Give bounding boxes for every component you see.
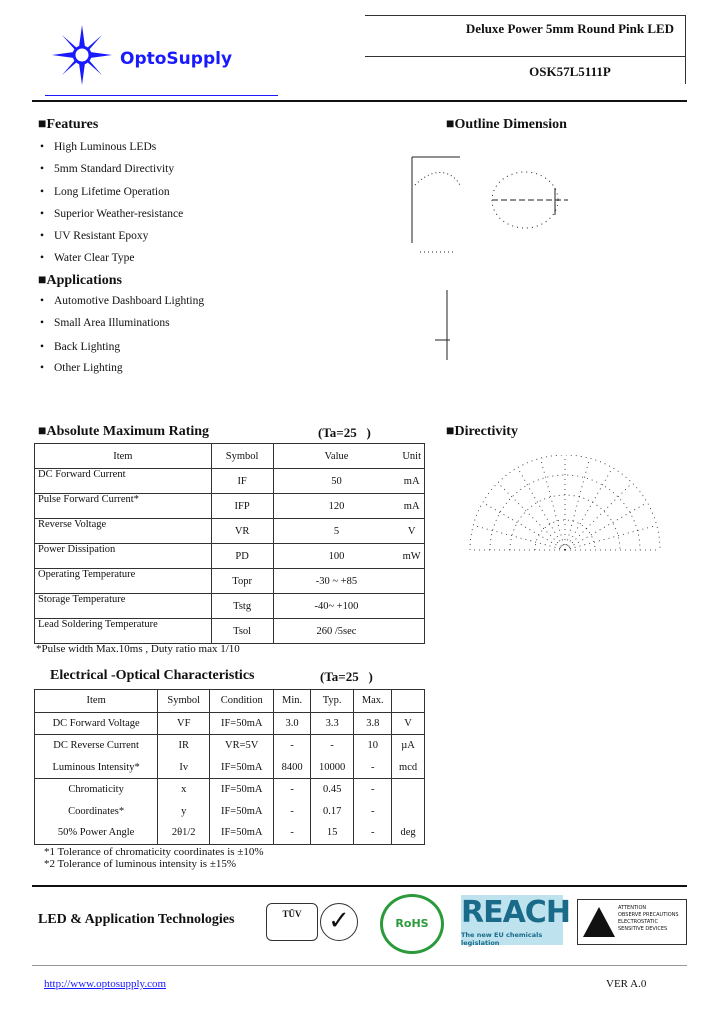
- feature-text: 5mm Standard Directivity: [54, 163, 175, 175]
- table-cell: Pulse Forward Current*: [35, 494, 212, 519]
- application-text: Small Area Illuminations: [54, 317, 170, 329]
- table-cell: deg: [392, 822, 425, 844]
- application-item: • Back Lighting: [40, 341, 121, 353]
- table-header-row: [35, 444, 425, 469]
- table-cell: µA: [392, 735, 425, 757]
- table-row: [35, 779, 425, 801]
- column-header: Symbol: [211, 444, 273, 469]
- directivity-radial-line: [565, 483, 632, 550]
- directivity-radial-line: [473, 525, 565, 550]
- table-row: [35, 569, 425, 594]
- title-divider: [365, 56, 685, 57]
- reach-logo-sub: The new EU chemicals legislation: [461, 931, 543, 947]
- table-row: [35, 801, 425, 823]
- table-row: [35, 544, 425, 569]
- application-text: Automotive Dashboard Lighting: [54, 295, 205, 307]
- table-cell: 50: [273, 469, 399, 494]
- table-cell: -: [354, 822, 392, 844]
- feature-item: • 5mm Standard Directivity: [40, 163, 175, 175]
- features-heading: ■Features: [38, 117, 99, 132]
- table-cell: y: [158, 801, 210, 823]
- electrical-note-1: *1 Tolerance of chromaticity coordinates is ±10%: [44, 846, 264, 858]
- table-cell: -: [354, 779, 392, 801]
- table-cell: 100: [273, 544, 399, 569]
- company-line: LED & Application Technologies: [38, 912, 235, 927]
- table-row: [35, 712, 425, 735]
- application-item: • Other Lighting: [40, 362, 123, 374]
- directivity-heading: ■Directivity: [446, 424, 518, 439]
- table-row: [35, 494, 425, 519]
- table-cell: 8400: [274, 757, 311, 779]
- column-header: Condition: [210, 690, 274, 713]
- table-cell: 3.3: [310, 712, 353, 735]
- electrical-heading: Electrical -Optical Characteristics: [50, 668, 255, 683]
- electrical-condition: (Ta=25 ): [320, 669, 373, 684]
- table-cell: IF=50mA: [210, 712, 274, 735]
- table-cell: IR: [158, 735, 210, 757]
- table-cell: mA: [399, 494, 424, 519]
- directivity-radial-line: [498, 483, 565, 550]
- table-cell: IF=50mA: [210, 757, 274, 779]
- column-header: Max.: [354, 690, 392, 713]
- table-cell: 10000: [310, 757, 353, 779]
- table-cell: -: [274, 801, 311, 823]
- table-cell: -30 ~ +85: [273, 569, 399, 594]
- table-cell: 0.17: [310, 801, 353, 823]
- logo-text: OptoSupply: [120, 49, 233, 69]
- directivity-radial-line: [483, 503, 565, 551]
- directivity-radial-line: [540, 458, 565, 550]
- table-cell: -: [274, 735, 311, 757]
- table-row: [35, 469, 425, 494]
- column-header: Typ.: [310, 690, 353, 713]
- outline-heading-text: Outline Dimension: [454, 117, 567, 132]
- website-link[interactable]: http://www.optosupply.com: [44, 978, 167, 990]
- feature-item: • UV Resistant Epoxy: [40, 230, 149, 242]
- table-cell: 10: [354, 735, 392, 757]
- logo-underline: [45, 95, 278, 96]
- header-rule: [32, 100, 687, 102]
- table-row: [35, 619, 425, 644]
- table-cell: VR=5V: [210, 735, 274, 757]
- table-cell: Lead Soldering Temperature: [35, 619, 212, 644]
- column-header: Symbol: [158, 690, 210, 713]
- table-cell: Topr: [211, 569, 273, 594]
- table-cell: Tsol: [211, 619, 273, 644]
- esd-triangle-icon: [582, 905, 616, 939]
- table-cell: Storage Temperature: [35, 594, 212, 619]
- esd-warning-logo: ATTENTION OBSERVE PRECAUTIONS ELECTROSTATIC SENSITIVE DEVICES: [577, 899, 687, 945]
- rohs-logo: RoHS: [380, 894, 444, 954]
- table-cell: 3.8: [354, 712, 392, 735]
- table-cell: 5: [273, 519, 399, 544]
- table-row: [35, 822, 425, 844]
- abs-max-note: *Pulse width Max.10ms , Duty ratio max 1/10: [36, 643, 240, 655]
- table-cell: PD: [211, 544, 273, 569]
- product-title: Deluxe Power 5mm Round Pink LED: [465, 21, 675, 36]
- directivity-radial-line: [565, 503, 647, 551]
- column-header: Item: [35, 444, 212, 469]
- abs-max-condition: (Ta=25 ): [318, 425, 371, 440]
- table-cell: -40~ +100: [273, 594, 399, 619]
- table-cell: 2θ1/2: [158, 822, 210, 844]
- table-cell: Power Dissipation: [35, 544, 212, 569]
- table-cell: mW: [399, 544, 424, 569]
- outline-drawing: [380, 140, 580, 390]
- feature-text: Water Clear Type: [54, 252, 135, 264]
- directivity-heading-text: Directivity: [454, 424, 518, 439]
- feature-item: • High Luminous LEDs: [40, 141, 157, 153]
- feature-text: Long Lifetime Operation: [54, 186, 170, 198]
- column-header: Value: [273, 444, 399, 469]
- table-cell: DC Forward Voltage: [35, 712, 158, 735]
- table-cell: IF=50mA: [210, 779, 274, 801]
- part-number: OSK57L5111P: [529, 64, 611, 79]
- table-cell: Operating Temperature: [35, 569, 212, 594]
- table-cell: IF=50mA: [210, 801, 274, 823]
- table-cell: V: [399, 519, 424, 544]
- table-cell: 3.0: [274, 712, 311, 735]
- table-cell: -: [310, 735, 353, 757]
- table-cell: [392, 801, 425, 823]
- table-cell: Coordinates*: [35, 801, 158, 823]
- table-cell: [392, 779, 425, 801]
- table-cell: -: [274, 779, 311, 801]
- applications-heading-text: Applications: [46, 273, 122, 288]
- table-cell: DC Forward Current: [35, 469, 212, 494]
- abs-max-heading-text: Absolute Maximum Rating: [46, 424, 210, 439]
- table-cell: [399, 569, 424, 594]
- column-header: Unit: [399, 444, 424, 469]
- table-cell: Chromaticity: [35, 779, 158, 801]
- column-header: Item: [35, 690, 158, 713]
- footer-rule: [32, 885, 687, 887]
- directivity-arc: [490, 475, 640, 550]
- directivity-diagram: [465, 455, 665, 555]
- table-cell: VF: [158, 712, 210, 735]
- application-text: Other Lighting: [54, 362, 123, 374]
- table-row: [35, 735, 425, 757]
- directivity-radial-line: [565, 468, 613, 550]
- logo: [52, 25, 282, 85]
- table-cell: x: [158, 779, 210, 801]
- column-header: [392, 690, 425, 713]
- directivity-arc: [510, 495, 620, 550]
- directivity-radial-line: [565, 525, 657, 550]
- check-logo: ✓: [320, 903, 358, 941]
- table-cell: 120: [273, 494, 399, 519]
- table-cell: Iv: [158, 757, 210, 779]
- application-item: • Small Area Illuminations: [40, 317, 170, 329]
- feature-item: • Water Clear Type: [40, 252, 135, 264]
- feature-text: Superior Weather-resistance: [54, 208, 184, 220]
- table-cell: -: [354, 757, 392, 779]
- electrical-table: [34, 689, 425, 845]
- table-cell: Reverse Voltage: [35, 519, 212, 544]
- table-cell: VR: [211, 519, 273, 544]
- abs-max-table: [34, 443, 425, 644]
- logo-star-icon: [52, 25, 112, 85]
- feature-text: High Luminous LEDs: [54, 141, 157, 153]
- table-cell: IF: [211, 469, 273, 494]
- table-cell: DC Reverse Current: [35, 735, 158, 757]
- feature-text: UV Resistant Epoxy: [54, 230, 149, 242]
- table-cell: -: [274, 822, 311, 844]
- electrical-note-2: *2 Tolerance of luminous intensity is ±15%: [44, 858, 237, 870]
- table-cell: 260 /5sec: [273, 619, 399, 644]
- table-header-row: [35, 690, 425, 713]
- application-text: Back Lighting: [54, 341, 121, 353]
- footer-rule-2: [32, 965, 687, 966]
- table-row: [35, 519, 425, 544]
- directivity-radial-line: [565, 458, 590, 550]
- abs-max-heading: ■Absolute Maximum Rating: [38, 424, 210, 439]
- feature-item: • Superior Weather-resistance: [40, 208, 184, 220]
- table-cell: V: [392, 712, 425, 735]
- table-cell: IF=50mA: [210, 822, 274, 844]
- reach-logo: [461, 895, 570, 947]
- table-row: [35, 757, 425, 779]
- application-item: • Automotive Dashboard Lighting: [40, 295, 205, 307]
- version-label: VER A.0: [606, 978, 647, 990]
- applications-heading: ■Applications: [38, 273, 122, 288]
- table-cell: [399, 619, 424, 644]
- table-cell: Tstg: [211, 594, 273, 619]
- table-cell: [399, 594, 424, 619]
- table-row: [35, 594, 425, 619]
- table-cell: 15: [310, 822, 353, 844]
- table-cell: mA: [399, 469, 424, 494]
- table-cell: IFP: [211, 494, 273, 519]
- table-cell: 0.45: [310, 779, 353, 801]
- feature-item: • Long Lifetime Operation: [40, 186, 170, 198]
- outline-heading: ■Outline Dimension: [446, 117, 567, 132]
- table-cell: Luminous Intensity*: [35, 757, 158, 779]
- features-heading-text: Features: [46, 117, 99, 132]
- reach-logo-text: REACH: [461, 895, 570, 930]
- tuv-logo: TÜV: [266, 903, 318, 941]
- directivity-radial-line: [518, 468, 566, 550]
- table-cell: mcd: [392, 757, 425, 779]
- table-cell: 50% Power Angle: [35, 822, 158, 844]
- table-cell: -: [354, 801, 392, 823]
- column-header: Min.: [274, 690, 311, 713]
